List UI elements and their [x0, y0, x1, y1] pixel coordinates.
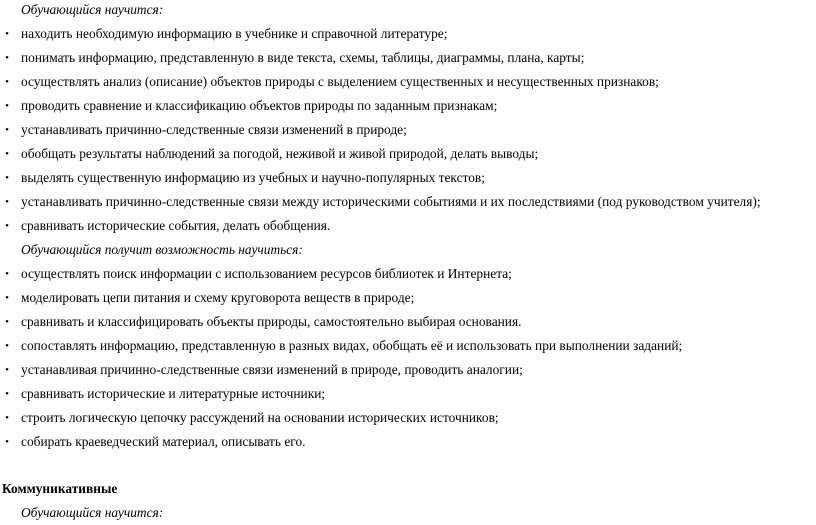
list-item-text: осуществлять поиск информации с использованием ресурсов библиотек и Интернета;	[21, 266, 512, 281]
bullet-icon: •	[5, 388, 9, 400]
list-item-text: собирать краеведческий материал, описывать его.	[21, 434, 306, 449]
bullet-icon: •	[5, 28, 9, 40]
section2-heading: Обучающийся получит возможность научиться:	[21, 242, 303, 257]
list-item-text: устанавливать причинно-следственные связи между историческими событиями и их последствиями (под руководством учителя);	[21, 194, 761, 209]
list-item-text: понимать информацию, представленную в виде текста, схемы, таблицы, диаграммы, плана, карты;	[21, 50, 585, 65]
list-item-text: устанавливать причинно-следственные связи изменений в природе;	[21, 122, 407, 137]
list-item-text: осуществлять анализ (описание) объектов природы с выделением существенных и несущественных признаков;	[21, 74, 659, 89]
list-item-text: выделять существенную информацию из учебных и научно-популярных текстов;	[21, 170, 485, 185]
bullet-icon: •	[5, 412, 9, 424]
section1-heading: Обучающийся научится:	[21, 2, 164, 17]
list-item-text: моделировать цепи питания и схему круговорота веществ в природе;	[21, 290, 415, 305]
bullet-icon: •	[5, 220, 9, 232]
bullet-icon: •	[5, 436, 9, 448]
bullet-icon: •	[5, 124, 9, 136]
bullet-icon: •	[5, 148, 9, 160]
list-item-text: сравнивать исторические и литературные источники;	[21, 386, 326, 401]
list-item-text: обобщать результаты наблюдений за погодой, неживой и живой природой, делать выводы;	[21, 146, 539, 161]
list-item-text: проводить сравнение и классификацию объектов природы по заданным признакам;	[21, 98, 498, 113]
bullet-icon: •	[5, 292, 9, 304]
list-item-text: сравнивать исторические события, делать обобщения.	[21, 218, 331, 233]
bullet-icon: •	[5, 76, 9, 88]
bullet-icon: •	[5, 340, 9, 352]
bullet-icon: •	[5, 364, 9, 376]
section3-heading: Обучающийся научится:	[21, 505, 164, 520]
bullet-icon: •	[5, 268, 9, 280]
bullet-icon: •	[5, 196, 9, 208]
list-item-text: строить логическую цепочку рассуждений на основании исторических источников;	[21, 410, 499, 425]
list-item-text: находить необходимую информацию в учебнике и справочной литературе;	[21, 26, 448, 41]
bullet-icon: •	[5, 316, 9, 328]
list-item-text: устанавливая причинно-следственные связи изменений в природе, проводить аналогии;	[21, 362, 523, 377]
bullet-icon: •	[5, 100, 9, 112]
bullet-icon: •	[5, 172, 9, 184]
list-item-text: сравнивать и классифицировать объекты природы, самостоятельно выбирая основания.	[21, 314, 522, 329]
list-item-text: сопоставлять информацию, представленную в разных видах, обобщать её и использовать при выполнении заданий;	[21, 338, 683, 353]
bullet-icon: •	[5, 52, 9, 64]
section3-title: Коммуникативные	[2, 481, 118, 496]
